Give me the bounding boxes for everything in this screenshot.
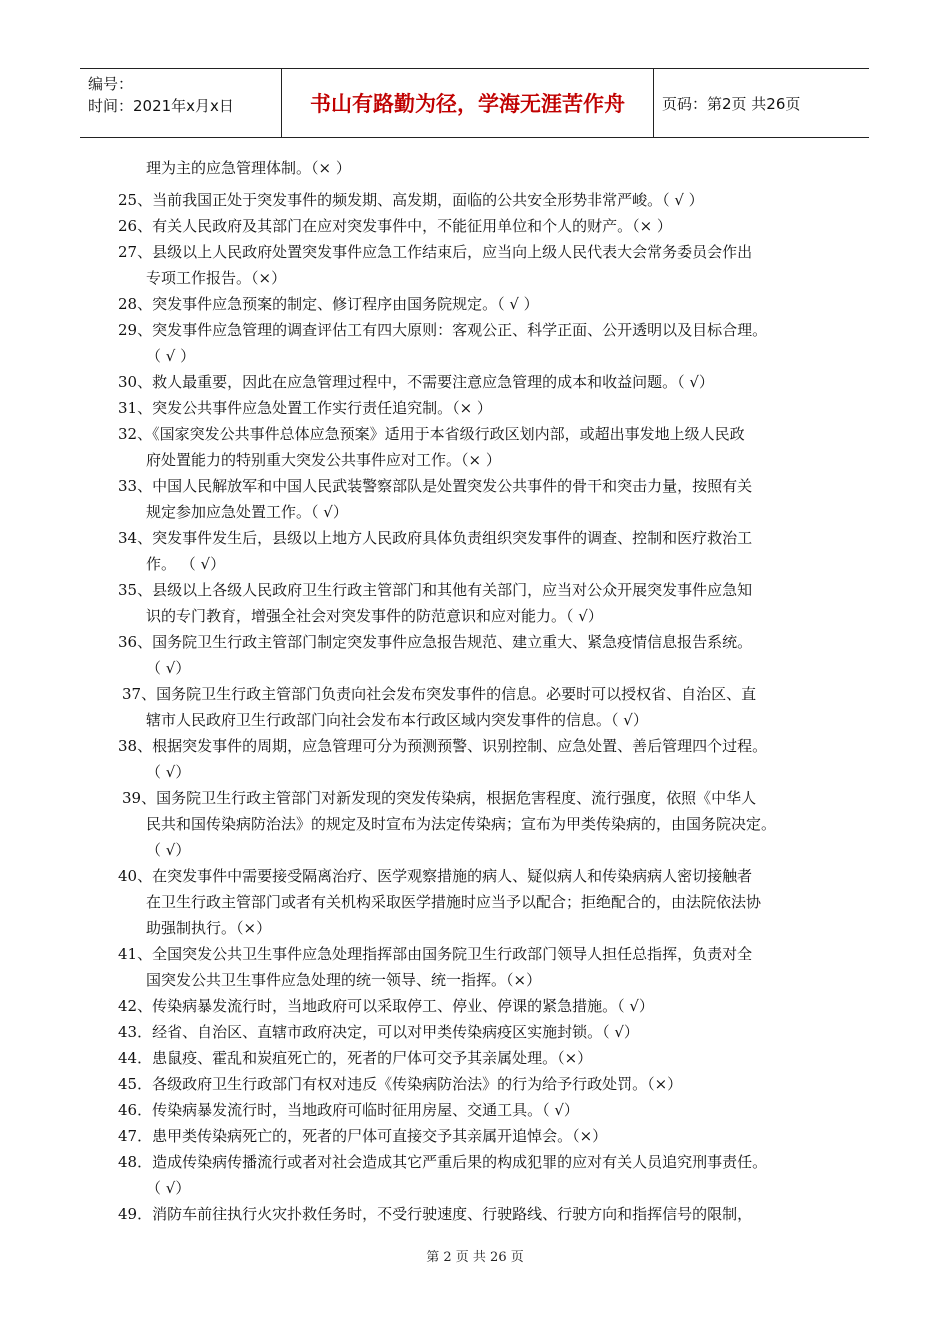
text-line: 30、救人最重要，因此在应急管理过程中，不需要注意应急管理的成本和收益问题。（ √） bbox=[118, 373, 714, 391]
header-left bbox=[88, 73, 234, 117]
text-line: （ √） bbox=[146, 841, 191, 859]
code-label: 编号： bbox=[88, 75, 134, 93]
text-line: 37、国务院卫生行政主管部门负责向社会发布突发事件的信息。必要时可以授权省、自治区、直 bbox=[122, 685, 757, 703]
text-line: 40、在突发事件中需要接受隔离治疗、医学观察措施的病人、疑似病人和传染病病人密切接触者 bbox=[118, 867, 753, 885]
text-line: 49．消防车前往执行火灾扑救任务时，不受行驶速度、行驶路线、行驶方向和指挥信号的限制， bbox=[118, 1205, 753, 1223]
text-line: 29、突发事件应急管理的调查评估工有四大原则：客观公正、科学正面、公开透明以及目标合理。 bbox=[118, 321, 768, 339]
text-line: 国突发公共卫生事件应急处理的统一领导、统一指挥。（×） bbox=[146, 971, 542, 989]
text-line: 43．经省、自治区、直辖市政府决定，可以对甲类传染病疫区实施封锁。（ √） bbox=[118, 1023, 639, 1041]
header-page-info: 页码：第2页 共26页 bbox=[662, 94, 801, 113]
text-line: 在卫生行政主管部门或者有关机构采取医学措施时应当予以配合；拒绝配合的，由法院依法协 bbox=[146, 893, 762, 911]
text-line: （ √） bbox=[146, 1179, 191, 1197]
text-line: （ √ ） bbox=[146, 347, 196, 365]
header-divider bbox=[653, 69, 654, 137]
text-line: 28、突发事件应急预案的制定、修订程序由国务院规定。（ √ ） bbox=[118, 295, 539, 313]
text-line: 作。 （ √） bbox=[146, 555, 226, 573]
text-line: 38、根据突发事件的周期，应急管理可分为预测预警、识别控制、应急处置、善后管理四个过程。 bbox=[118, 737, 768, 755]
text-line: 民共和国传染病防治法》的规定及时宣布为法定传染病；宣布为甲类传染病的，由国务院决定。 bbox=[146, 815, 777, 833]
text-line: 25、当前我国正处于突发事件的频发期、高发期，面临的公共安全形势非常严峻。（ √ ） bbox=[118, 191, 704, 209]
text-line: 48．造成传染病传播流行或者对社会造成其它严重后果的构成犯罪的应对有关人员追究刑事责任。 bbox=[118, 1153, 768, 1171]
text-line: 识的专门教育，增强全社会对突发事件的防范意识和应对能力。（ √） bbox=[146, 607, 603, 625]
text-line: 36、国务院卫生行政主管部门制定突发事件应急报告规范、建立重大、紧急疫情信息报告系统。 bbox=[118, 633, 753, 651]
text-line: 26、有关人民政府及其部门在应对突发事件中，不能征用单位和个人的财产。（× ） bbox=[118, 217, 672, 235]
text-line: 府处置能力的特别重大突发公共事件应对工作。（× ） bbox=[146, 451, 501, 469]
text-line: 31、突发公共事件应急处置工作实行责任追究制。（× ） bbox=[118, 399, 492, 417]
text-line: 规定参加应急处置工作。（ √） bbox=[146, 503, 348, 521]
page-header bbox=[80, 68, 869, 138]
text-line: （ √） bbox=[146, 763, 191, 781]
text-line: 辖市人民政府卫生行政部门向社会发布本行政区域内突发事件的信息。（ √） bbox=[146, 711, 648, 729]
text-line: 35、县级以上各级人民政府卫生行政主管部门和其他有关部门，应当对公众开展突发事件应急知 bbox=[118, 581, 753, 599]
text-line: 39、国务院卫生行政主管部门对新发现的突发传染病，根据危害程度、流行强度，依照《中华人 bbox=[122, 789, 757, 807]
text-line: 42、传染病暴发流行时，当地政府可以采取停工、停业、停课的紧急措施。（ √） bbox=[118, 997, 654, 1015]
text-line: 33、中国人民解放军和中国人民武装警察部队是处置突发公共事件的骨干和突击力量，按照有关 bbox=[118, 477, 753, 495]
text-line: 46．传染病暴发流行时，当地政府可临时征用房屋、交通工具。（ √） bbox=[118, 1101, 579, 1119]
text-line: 27、县级以上人民政府处置突发事件应急工作结束后，应当向上级人民代表大会常务委员会作出 bbox=[118, 243, 753, 261]
text-line: 44．患鼠疫、霍乱和炭疽死亡的，死者的尸体可交予其亲属处理。（×） bbox=[118, 1049, 593, 1067]
header-motto: 书山有路勤为径，学海无涯苦作舟 bbox=[310, 92, 625, 116]
text-line: 理为主的应急管理体制。（× ） bbox=[146, 159, 351, 177]
text-line: 32、《国家突发公共事件总体应急预案》适用于本省级行政区划内部，或超出事发地上级人民政 bbox=[118, 425, 745, 443]
text-line: 专项工作报告。（×） bbox=[146, 269, 287, 287]
text-line: （ √） bbox=[146, 659, 191, 677]
text-line: 45．各级政府卫生行政部门有权对违反《传染病防治法》的行为给予行政处罚。（×） bbox=[118, 1075, 683, 1093]
time-label: 时间：2021年x月x日 bbox=[88, 97, 234, 115]
text-line: 41、全国突发公共卫生事件应急处理指挥部由国务院卫生行政部门领导人担任总指挥，负责对全 bbox=[118, 945, 753, 963]
page-footer: 第 2 页 共 26 页 bbox=[426, 1250, 524, 1265]
text-line: 47．患甲类传染病死亡的，死者的尸体可直接交予其亲属开追悼会。（×） bbox=[118, 1127, 608, 1145]
text-line: 34、突发事件发生后，县级以上地方人民政府具体负责组织突发事件的调查、控制和医疗救治工 bbox=[118, 529, 753, 547]
text-line: 助强制执行。（×） bbox=[146, 919, 272, 937]
